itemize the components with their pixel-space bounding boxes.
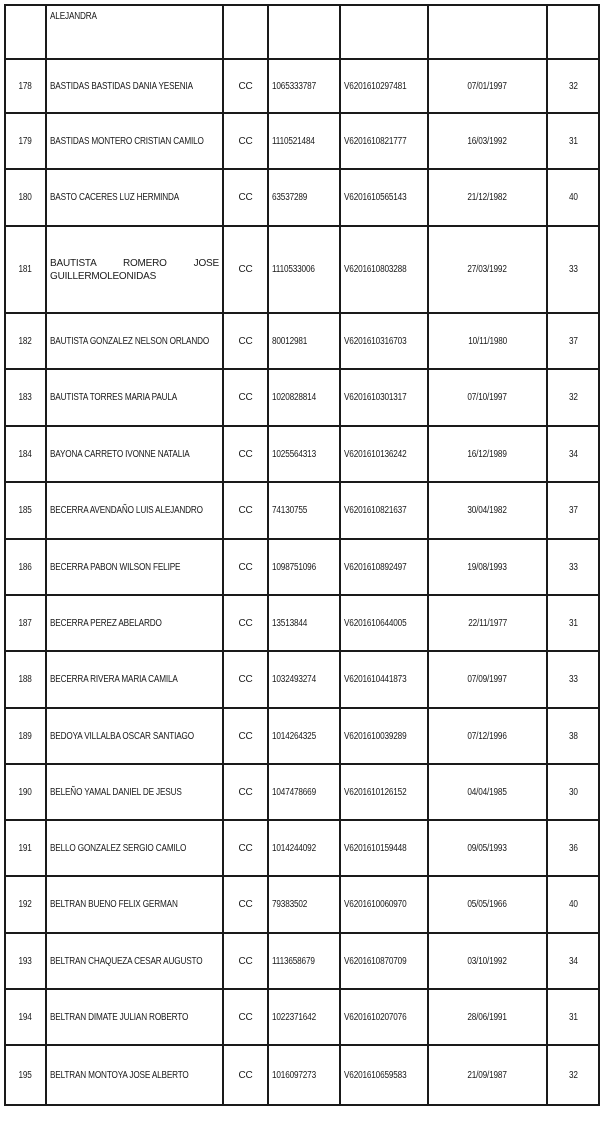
row-number: 182: [5, 313, 46, 369]
age-value: 32: [547, 369, 599, 426]
table-row: [5, 595, 599, 651]
registration-code: V6201610644005: [340, 595, 428, 651]
age-value: 33: [547, 651, 599, 708]
document-type: CC: [223, 113, 268, 169]
registration-code: V6201610821637: [340, 482, 428, 539]
row-number: 183: [5, 369, 46, 426]
document-type: CC: [223, 482, 268, 539]
document-type: CC: [223, 876, 268, 933]
date-value: 27/03/1992: [428, 226, 547, 313]
date-value: 28/06/1991: [428, 989, 547, 1045]
document-type: CC: [223, 59, 268, 113]
age-value: 32: [547, 59, 599, 113]
table-row: [5, 933, 599, 989]
full-name: BAUTISTA GONZALEZ NELSON ORLANDO: [46, 313, 223, 369]
id-number: 1113658679: [268, 933, 340, 989]
registration-code: V6201610316703: [340, 313, 428, 369]
age-value: 34: [547, 933, 599, 989]
full-name: BELTRAN DIMATE JULIAN ROBERTO: [46, 989, 223, 1045]
row-number: 178: [5, 59, 46, 113]
row-number: 191: [5, 820, 46, 876]
table-row: [5, 482, 599, 539]
age-value: [547, 5, 599, 59]
row-number: 181: [5, 226, 46, 313]
age-value: 33: [547, 226, 599, 313]
full-name: ALEJANDRA: [46, 5, 223, 59]
age-value: 34: [547, 426, 599, 482]
registration-code: V6201610870709: [340, 933, 428, 989]
age-value: 37: [547, 482, 599, 539]
id-number: 13513844: [268, 595, 340, 651]
id-number: 1110521484: [268, 113, 340, 169]
table-body: [5, 5, 599, 1105]
row-number: 187: [5, 595, 46, 651]
document-type: CC: [223, 1045, 268, 1105]
registration-code: V6201610565143: [340, 169, 428, 226]
date-value: 07/10/1997: [428, 369, 547, 426]
id-number: 74130755: [268, 482, 340, 539]
date-value: 05/05/1966: [428, 876, 547, 933]
date-value: 07/09/1997: [428, 651, 547, 708]
registration-code: V6201610301317: [340, 369, 428, 426]
id-number: 1014244092: [268, 820, 340, 876]
age-value: 40: [547, 169, 599, 226]
table-row: [5, 876, 599, 933]
table-row: [5, 1045, 599, 1105]
document-type: CC: [223, 820, 268, 876]
row-number: 193: [5, 933, 46, 989]
id-number: 1047478669: [268, 764, 340, 820]
document-type: CC: [223, 426, 268, 482]
table-row: [5, 113, 599, 169]
table-row: [5, 651, 599, 708]
id-number: 79383502: [268, 876, 340, 933]
id-number: 1025564313: [268, 426, 340, 482]
registration-code: V6201610136242: [340, 426, 428, 482]
id-number: [268, 5, 340, 59]
full-name: BAUTISTA TORRES MARIA PAULA: [46, 369, 223, 426]
age-value: 31: [547, 989, 599, 1045]
candidates-table: [4, 4, 600, 1106]
registration-code: V6201610821777: [340, 113, 428, 169]
registration-code: V6201610659583: [340, 1045, 428, 1105]
id-number: 1014264325: [268, 708, 340, 764]
date-value: 10/11/1980: [428, 313, 547, 369]
table-row: [5, 764, 599, 820]
full-name: BAUTISTA ROMERO JOSE GUILLERMOLEONIDAS: [46, 226, 223, 313]
age-value: 32: [547, 1045, 599, 1105]
full-name: BECERRA RIVERA MARIA CAMILA: [46, 651, 223, 708]
age-value: 38: [547, 708, 599, 764]
table-row: [5, 989, 599, 1045]
document-type: CC: [223, 226, 268, 313]
id-number: 1020828814: [268, 369, 340, 426]
table-row: [5, 226, 599, 313]
date-value: 09/05/1993: [428, 820, 547, 876]
registration-code: V6201610441873: [340, 651, 428, 708]
registration-code: V6201610803288: [340, 226, 428, 313]
full-name: BASTIDAS MONTERO CRISTIAN CAMILO: [46, 113, 223, 169]
full-name: BASTIDAS BASTIDAS DANIA YESENIA: [46, 59, 223, 113]
document-type: CC: [223, 651, 268, 708]
date-value: 16/03/1992: [428, 113, 547, 169]
full-name: BELTRAN MONTOYA JOSE ALBERTO: [46, 1045, 223, 1105]
registration-code: V6201610060970: [340, 876, 428, 933]
date-value: 19/08/1993: [428, 539, 547, 595]
registration-code: V6201610892497: [340, 539, 428, 595]
document-type: CC: [223, 369, 268, 426]
full-name: BEDOYA VILLALBA OSCAR SANTIAGO: [46, 708, 223, 764]
table-row: [5, 313, 599, 369]
row-number: 192: [5, 876, 46, 933]
id-number: 63537289: [268, 169, 340, 226]
row-number: 180: [5, 169, 46, 226]
document-type: CC: [223, 708, 268, 764]
date-value: 07/01/1997: [428, 59, 547, 113]
table-row: [5, 169, 599, 226]
document-type: CC: [223, 539, 268, 595]
age-value: 31: [547, 113, 599, 169]
age-value: 37: [547, 313, 599, 369]
document-type: [223, 5, 268, 59]
id-number: 1032493274: [268, 651, 340, 708]
table-row: [5, 539, 599, 595]
row-number: 184: [5, 426, 46, 482]
date-value: 21/12/1982: [428, 169, 547, 226]
row-number: 185: [5, 482, 46, 539]
id-number: 1022371642: [268, 989, 340, 1045]
age-value: 33: [547, 539, 599, 595]
registration-code: V6201610039289: [340, 708, 428, 764]
registration-code: V6201610159448: [340, 820, 428, 876]
date-value: 03/10/1992: [428, 933, 547, 989]
full-name: BELTRAN BUENO FELIX GERMAN: [46, 876, 223, 933]
document-type: CC: [223, 313, 268, 369]
id-number: 80012981: [268, 313, 340, 369]
row-number: 190: [5, 764, 46, 820]
row-number: 179: [5, 113, 46, 169]
full-name: BASTO CACERES LUZ HERMINDA: [46, 169, 223, 226]
registration-code: V6201610297481: [340, 59, 428, 113]
id-number: 1110533006: [268, 226, 340, 313]
id-number: 1098751096: [268, 539, 340, 595]
date-value: [428, 5, 547, 59]
date-value: 21/09/1987: [428, 1045, 547, 1105]
registration-code: [340, 5, 428, 59]
date-value: 16/12/1989: [428, 426, 547, 482]
full-name: BELLO GONZALEZ SERGIO CAMILO: [46, 820, 223, 876]
row-number: [5, 5, 46, 59]
row-number: 188: [5, 651, 46, 708]
registration-code: V6201610207076: [340, 989, 428, 1045]
full-name: BECERRA AVENDAÑO LUIS ALEJANDRO: [46, 482, 223, 539]
table-row: [5, 5, 599, 59]
table-row: [5, 820, 599, 876]
full-name: BELTRAN CHAQUEZA CESAR AUGUSTO: [46, 933, 223, 989]
document-type: CC: [223, 989, 268, 1045]
row-number: 189: [5, 708, 46, 764]
document-type: CC: [223, 595, 268, 651]
row-number: 195: [5, 1045, 46, 1105]
document-type: CC: [223, 933, 268, 989]
age-value: 31: [547, 595, 599, 651]
full-name: BECERRA PABON WILSON FELIPE: [46, 539, 223, 595]
registration-code: V6201610126152: [340, 764, 428, 820]
date-value: 07/12/1996: [428, 708, 547, 764]
age-value: 30: [547, 764, 599, 820]
date-value: 30/04/1982: [428, 482, 547, 539]
row-number: 194: [5, 989, 46, 1045]
age-value: 36: [547, 820, 599, 876]
table-row: [5, 426, 599, 482]
row-number: 186: [5, 539, 46, 595]
id-number: 1065333787: [268, 59, 340, 113]
date-value: 22/11/1977: [428, 595, 547, 651]
age-value: 40: [547, 876, 599, 933]
table-row: [5, 708, 599, 764]
date-value: 04/04/1985: [428, 764, 547, 820]
id-number: 1016097273: [268, 1045, 340, 1105]
document-type: CC: [223, 764, 268, 820]
full-name: BELEÑO YAMAL DANIEL DE JESUS: [46, 764, 223, 820]
table-row: [5, 59, 599, 113]
table-row: [5, 369, 599, 426]
full-name: BAYONA CARRETO IVONNE NATALIA: [46, 426, 223, 482]
full-name: BECERRA PEREZ ABELARDO: [46, 595, 223, 651]
document-type: CC: [223, 169, 268, 226]
